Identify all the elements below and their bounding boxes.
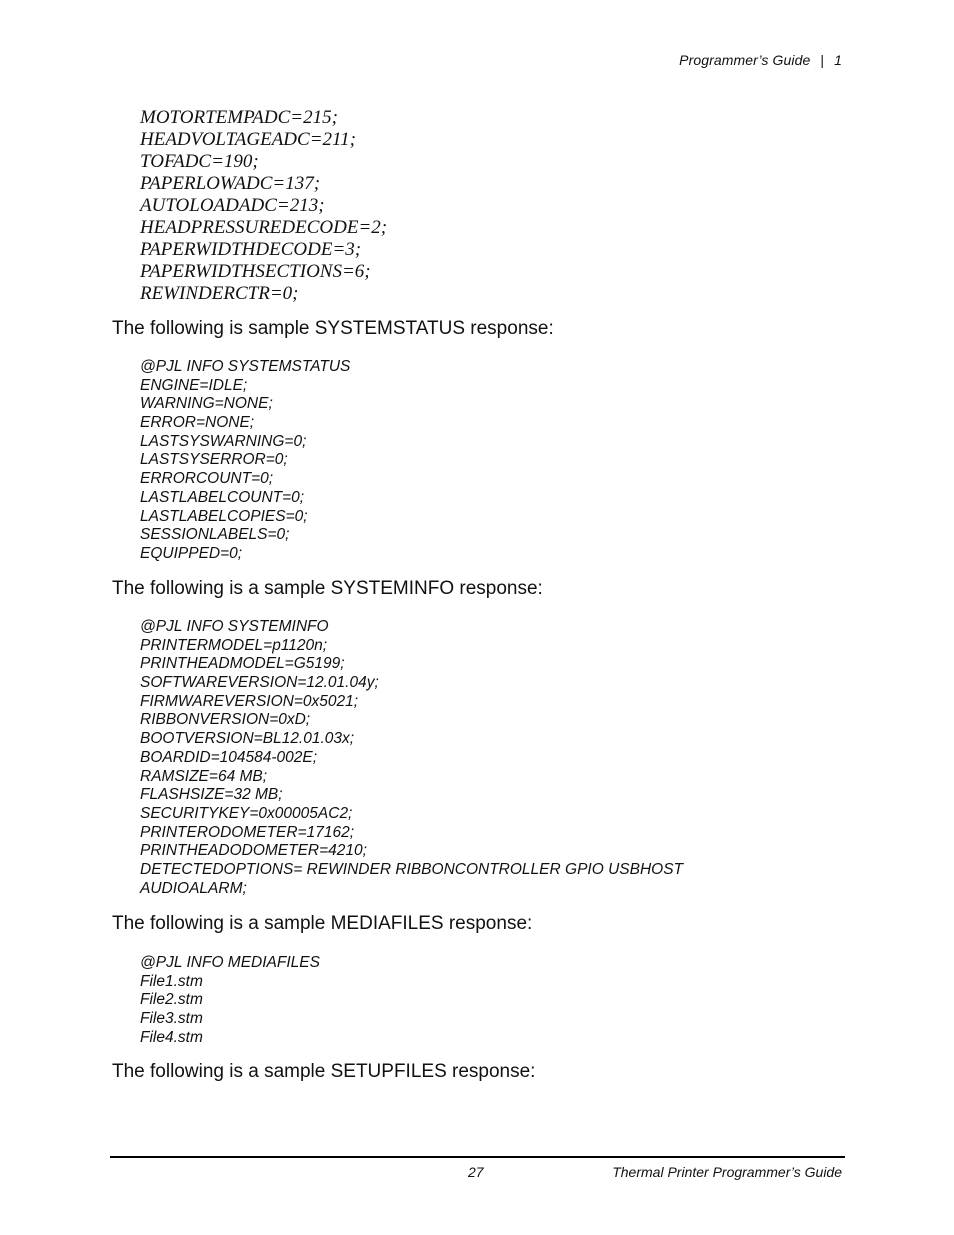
code-line: SOFTWAREVERSION=12.01.04y;	[140, 674, 379, 692]
systemstatus-intro: The following is sample SYSTEMSTATUS response:	[112, 318, 554, 339]
code-line: WARNING=NONE;	[140, 395, 273, 413]
code-line: @PJL INFO MEDIAFILES	[140, 954, 320, 971]
code-line: ERRORCOUNT=0;	[140, 470, 274, 488]
code-line: PAPERWIDTHDECODE=3;	[140, 239, 362, 260]
code-line: PRINTERODOMETER=17162;	[140, 823, 355, 841]
setupfiles-intro: The following is a sample SETUPFILES response:	[112, 1061, 536, 1082]
code-line: PRINTERMODEL=p1120n;	[140, 636, 328, 654]
code-line: @PJL INFO SYSTEMSTATUS	[140, 358, 351, 375]
footer-divider	[110, 1156, 845, 1158]
footer-title: Thermal Printer Programmer’s Guide	[612, 1164, 842, 1180]
code-line: PAPERLOWADC=137;	[140, 173, 321, 194]
code-line: ERROR=NONE;	[140, 414, 255, 432]
code-line: RAMSIZE=64 MB;	[140, 767, 268, 785]
code-line: AUTOLOADADC=213;	[140, 195, 325, 216]
code-line: AUDIOALARM;	[140, 879, 247, 897]
header-page-number: 1	[834, 52, 842, 68]
code-line: DETECTEDOPTIONS= REWINDER RIBBONCONTROLLER GPIO USBHOST	[140, 860, 683, 878]
systeminfo-intro: The following is a sample SYSTEMINFO response:	[112, 578, 543, 599]
code-line: File3.stm	[140, 1010, 203, 1028]
code-line: FIRMWAREVERSION=0x5021;	[140, 692, 359, 710]
code-line: MOTORTEMPADC=215;	[140, 107, 338, 128]
systeminfo-response-block	[140, 618, 683, 898]
adc-values-block	[140, 107, 387, 305]
code-line: TOFADC=190;	[140, 151, 259, 172]
mediafiles-intro: The following is a sample MEDIAFILES response:	[112, 913, 533, 934]
code-line: SECURITYKEY=0x00005AC2;	[140, 804, 353, 822]
mediafiles-response-block	[140, 954, 320, 1047]
code-line: HEADPRESSUREDECODE=2;	[140, 217, 388, 238]
code-line: FLASHSIZE=32 MB;	[140, 786, 283, 804]
code-line: BOOTVERSION=BL12.01.03x;	[140, 730, 355, 748]
code-line: File1.stm	[140, 972, 203, 990]
code-line: BOARDID=104584-002E;	[140, 748, 318, 766]
code-line: PRINTHEADMODEL=G5199;	[140, 655, 345, 673]
code-line: LASTSYSERROR=0;	[140, 451, 288, 469]
footer-page-number: 27	[468, 1164, 484, 1180]
code-line: LASTLABELCOUNT=0;	[140, 488, 305, 506]
running-header	[679, 52, 842, 68]
code-line: EQUIPPED=0;	[140, 544, 243, 562]
code-line: LASTLABELCOPIES=0;	[140, 507, 308, 525]
code-line: PAPERWIDTHSECTIONS=6;	[140, 261, 371, 282]
code-line: PRINTHEADODOMETER=4210;	[140, 842, 367, 860]
code-line: LASTSYSWARNING=0;	[140, 432, 307, 450]
header-separator: |	[820, 52, 825, 68]
code-line: RIBBONVERSION=0xD;	[140, 711, 311, 729]
code-line: SESSIONLABELS=0;	[140, 526, 290, 544]
code-line: ENGINE=IDLE;	[140, 376, 248, 394]
code-line: REWINDERCTR=0;	[140, 283, 299, 304]
header-title: Programmer’s Guide	[679, 52, 811, 68]
code-line: @PJL INFO SYSTEMINFO	[140, 618, 329, 635]
code-line: File2.stm	[140, 991, 203, 1009]
code-line: File4.stm	[140, 1028, 203, 1046]
systemstatus-response-block	[140, 358, 350, 564]
code-line: HEADVOLTAGEADC=211;	[140, 129, 356, 150]
